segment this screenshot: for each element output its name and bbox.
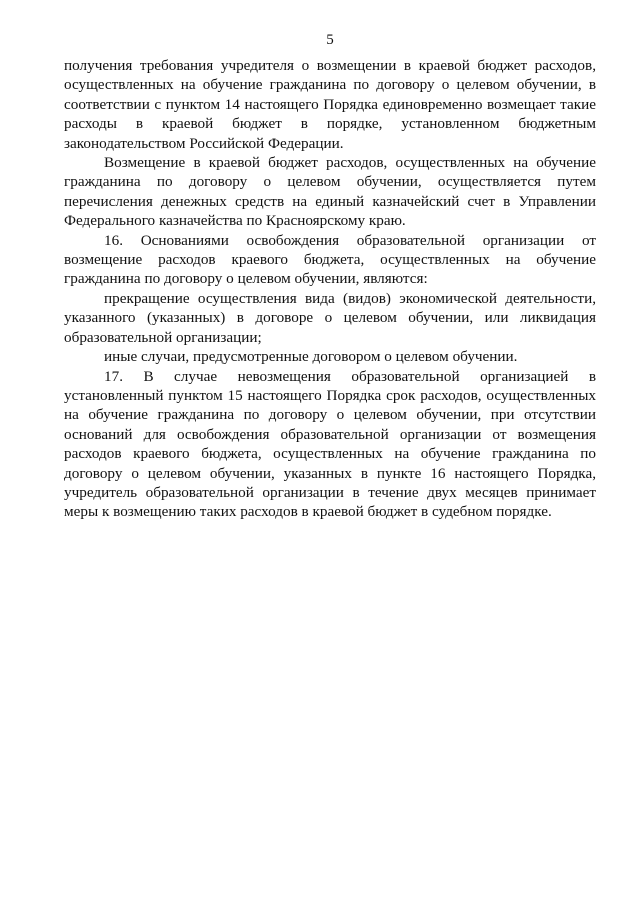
page-number: 5 (326, 32, 334, 48)
paragraph-clause-17: 17. В случае невозмещения образовательной организацией в установленный пунктом 15 настоящего Порядка срок расходов, осуществленных на обучение гражданина по договору о целевом обучении, при отсутствии оснований для освобождения образовательной организации от возмещения расходов краевого бюджета, осуществленных на обучение гражданина по договору о целевом обучении, указанных в пункте 16 настоящего Порядка, учредитель образовательной организации в течение двух месяцев принимает меры к возмещению таких расходов в краевой бюджет в судебном порядке. (64, 367, 596, 521)
paragraph-clause-16-item-1: прекращение осуществления вида (видов) экономической деятельности, указанного (указанных) в договоре о целевом обучении, или ликвидация образовательной организации; (64, 289, 596, 346)
document-body (64, 56, 596, 522)
document-page (64, 30, 596, 522)
paragraph-continuation: получения требования учредителя о возмещении в краевой бюджет расходов, осуществленных на обучение гражданина по договору о целевом обучении, в соответствии с пунктом 14 настоящего Порядка единовременно возмещает такие расходы в краевой бюджет в порядке, установленном бюджетным законодательством Российской Федерации. (64, 57, 596, 152)
paragraph-clause-16: 16. Основаниями освобождения образовательной организации от возмещение расходов краевого бюджета, осуществленных на обучение гражданина по договору о целевом обучении, являются: (64, 231, 596, 288)
paragraph-reimbursement: Возмещение в краевой бюджет расходов, осуществленных на обучение гражданина по договору о целевом обучении, осуществляется путем перечисления денежных средств на единый казначейский счет в Управлении Федерального казначейства по Красноярскому краю. (64, 154, 596, 230)
paragraph-clause-16-item-2: иные случаи, предусмотренные договором о целевом обучении. (104, 348, 518, 366)
